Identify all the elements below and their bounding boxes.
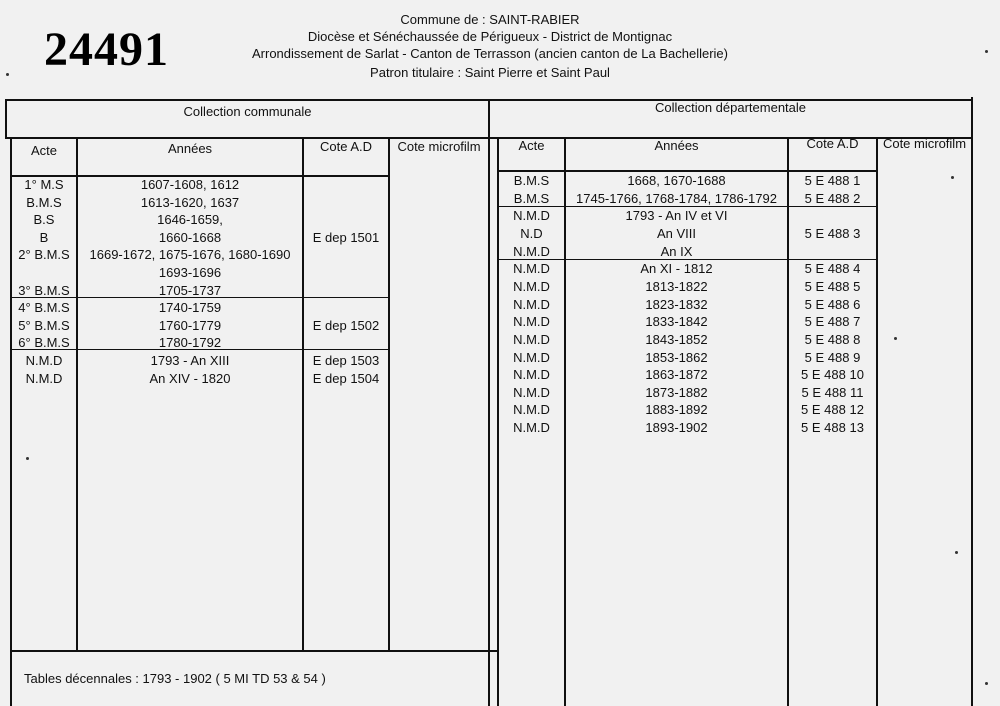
record-number: 24491 bbox=[44, 23, 169, 76]
communal-annees-cell: 1613-1620, 1637 bbox=[140, 194, 240, 210]
communal-acte-cell: B.S bbox=[33, 212, 55, 228]
departmental-section-title: Collection départementale bbox=[654, 100, 807, 115]
departmental-acte-cell: N.M.D bbox=[513, 384, 550, 400]
communal-acte-cell: 1° M.S bbox=[24, 177, 64, 192]
departmental-annees-cell: 1853-1862 bbox=[645, 349, 708, 365]
communal-annees-cell: 1669-1672, 1675-1676, 1680-1690 bbox=[89, 247, 291, 263]
communal-acte-cell: 6° B.M.S bbox=[18, 335, 70, 351]
communal-col-line bbox=[388, 139, 390, 651]
departmental-acte-cell: N.M.D bbox=[513, 314, 550, 330]
scan-speck bbox=[985, 50, 988, 53]
departmental-cote-cell: 5 E 488 5 bbox=[804, 278, 861, 294]
departmental-acte-cell: B.M.S bbox=[513, 173, 550, 188]
communal-annees-cell: An XIV - 1820 bbox=[149, 370, 231, 386]
departmental-acte-cell: N.M.D bbox=[513, 296, 550, 312]
departmental-acte-cell: N.M.D bbox=[513, 331, 550, 347]
communal-acte-cell: B bbox=[39, 229, 49, 245]
departmental-cote-cell: 5 E 488 4 bbox=[804, 261, 861, 277]
departmental-annees-cell: 1823-1832 bbox=[645, 296, 708, 312]
departmental-cote-cell: 5 E 488 10 bbox=[801, 367, 864, 383]
departmental-acte-cell: N.M.D bbox=[513, 349, 550, 365]
communal-annees-cell: 1660-1668 bbox=[158, 229, 222, 245]
departmental-acte-cell: N.D bbox=[520, 225, 543, 241]
communal-cote-cell: E dep 1504 bbox=[312, 370, 380, 386]
departmental-cote-cell: 5 E 488 12 bbox=[801, 402, 864, 418]
departmental-acte-cell: B.M.S bbox=[513, 190, 550, 206]
departmental-annees-cell: 1813-1822 bbox=[645, 278, 708, 294]
departmental-header-acte: Acte bbox=[518, 138, 545, 153]
departmental-cote-cell: 5 E 488 11 bbox=[801, 384, 864, 400]
communal-acte-cell: B.M.S bbox=[26, 194, 62, 210]
communal-acte-cell: 4° B.M.S bbox=[18, 300, 70, 316]
communal-acte-cell: N.M.D bbox=[25, 353, 63, 368]
departmental-cote-cell: 5 E 488 9 bbox=[804, 349, 861, 365]
departmental-acte-cell: N.M.D bbox=[513, 243, 550, 259]
diocese-line: Diocèse et Sénéchaussée de Périgueux - District de Montignac bbox=[307, 29, 673, 44]
departmental-annees-cell: An IX bbox=[660, 243, 693, 259]
departmental-cote-cell: 5 E 488 3 bbox=[804, 225, 861, 241]
communal-annees-cell: 1760-1779 bbox=[158, 317, 222, 333]
communal-annees-cell: 1780-1792 bbox=[158, 335, 222, 351]
departmental-annees-cell: 1873-1882 bbox=[645, 384, 708, 400]
table-right-border bbox=[971, 97, 973, 706]
departmental-acte-cell: N.M.D bbox=[513, 367, 550, 383]
departmental-annees-cell: 1668, 1670-1688 bbox=[627, 173, 726, 188]
departmental-header-annees: Années bbox=[654, 138, 699, 153]
scan-speck bbox=[6, 73, 9, 76]
departmental-cote-cell: 5 E 488 13 bbox=[801, 420, 864, 436]
departmental-acte-cell: N.M.D bbox=[513, 402, 550, 418]
departmental-annees-cell: An XI - 1812 bbox=[640, 261, 713, 277]
commune-title: Commune de : SAINT-RABIER bbox=[400, 12, 580, 27]
departmental-header-cote-microfilm: Cote microfilm bbox=[882, 136, 967, 151]
departmental-acte-cell: N.M.D bbox=[513, 420, 550, 436]
communal-acte-cell: 3° B.M.S bbox=[18, 282, 70, 298]
communal-cote-cell: E dep 1503 bbox=[312, 353, 380, 368]
communal-annees-cell: 1693-1696 bbox=[158, 265, 222, 280]
communal-cote-cell: E dep 1501 bbox=[312, 229, 380, 245]
departmental-annees-cell: 1843-1852 bbox=[645, 331, 708, 347]
communal-acte-cell: 2° B.M.S bbox=[18, 247, 70, 263]
communal-annees-cell: 1793 - An XIII bbox=[150, 353, 230, 368]
departmental-cote-cell: 5 E 488 7 bbox=[804, 314, 861, 330]
communal-header-cote-ad: Cote A.D bbox=[319, 139, 373, 154]
departmental-annees-cell: 1793 - An IV et VI bbox=[625, 208, 728, 224]
communal-acte-cell: 5° B.M.S bbox=[18, 317, 70, 333]
communal-annees-cell: 1646-1659, bbox=[157, 212, 223, 228]
communal-cote-cell: E dep 1502 bbox=[312, 317, 380, 333]
scan-speck bbox=[951, 176, 954, 179]
tables-decennales-note: Tables décennales : 1793 - 1902 ( 5 MI TD 53 & 54 ) bbox=[24, 671, 326, 686]
communal-acte-cell: N.M.D bbox=[25, 370, 63, 386]
departmental-header-cote-ad: Cote A.D bbox=[806, 136, 859, 151]
communal-annees-cell: 1740-1759 bbox=[158, 300, 222, 316]
departmental-annees-cell: 1863-1872 bbox=[645, 367, 708, 383]
scan-speck bbox=[955, 551, 958, 554]
communal-bottom-line bbox=[10, 650, 498, 652]
communal-section-title: Collection communale bbox=[183, 104, 312, 119]
departmental-acte-cell: N.M.D bbox=[513, 208, 550, 224]
communal-header-annees: Années bbox=[167, 141, 213, 156]
departmental-col-line bbox=[876, 139, 878, 706]
communal-header-acte: Acte bbox=[30, 143, 57, 158]
departmental-acte-cell: N.M.D bbox=[513, 278, 550, 294]
departmental-annees-cell: 1883-1892 bbox=[645, 402, 708, 418]
communal-annees-cell: 1607-1608, 1612 bbox=[140, 177, 240, 192]
departmental-annees-cell: 1745-1766, 1768-1784, 1786-1792 bbox=[576, 190, 777, 206]
patron-line: Patron titulaire : Saint Pierre et Saint Paul bbox=[370, 65, 610, 80]
communal-header-cote-microfilm: Cote microfilm bbox=[397, 139, 481, 154]
communal-col-line bbox=[302, 139, 304, 651]
section-divider bbox=[488, 99, 490, 706]
scan-speck bbox=[985, 682, 988, 685]
arrondissement-line: Arrondissement de Sarlat - Canton de Terrasson (ancien canton de La Bachellerie) bbox=[252, 46, 728, 61]
scan-speck bbox=[26, 457, 29, 460]
scan-speck bbox=[894, 337, 897, 340]
departmental-annees-cell: An VIII bbox=[656, 225, 697, 241]
departmental-cote-cell: 5 E 488 6 bbox=[804, 296, 861, 312]
departmental-cote-cell: 5 E 488 8 bbox=[804, 331, 861, 347]
departmental-acte-cell: N.M.D bbox=[513, 261, 550, 277]
departmental-cote-cell: 5 E 488 1 bbox=[804, 173, 861, 188]
departmental-cote-cell: 5 E 488 2 bbox=[804, 190, 861, 206]
departmental-annees-cell: 1833-1842 bbox=[645, 314, 708, 330]
departmental-annees-cell: 1893-1902 bbox=[645, 420, 708, 436]
communal-annees-cell: 1705-1737 bbox=[158, 282, 222, 298]
